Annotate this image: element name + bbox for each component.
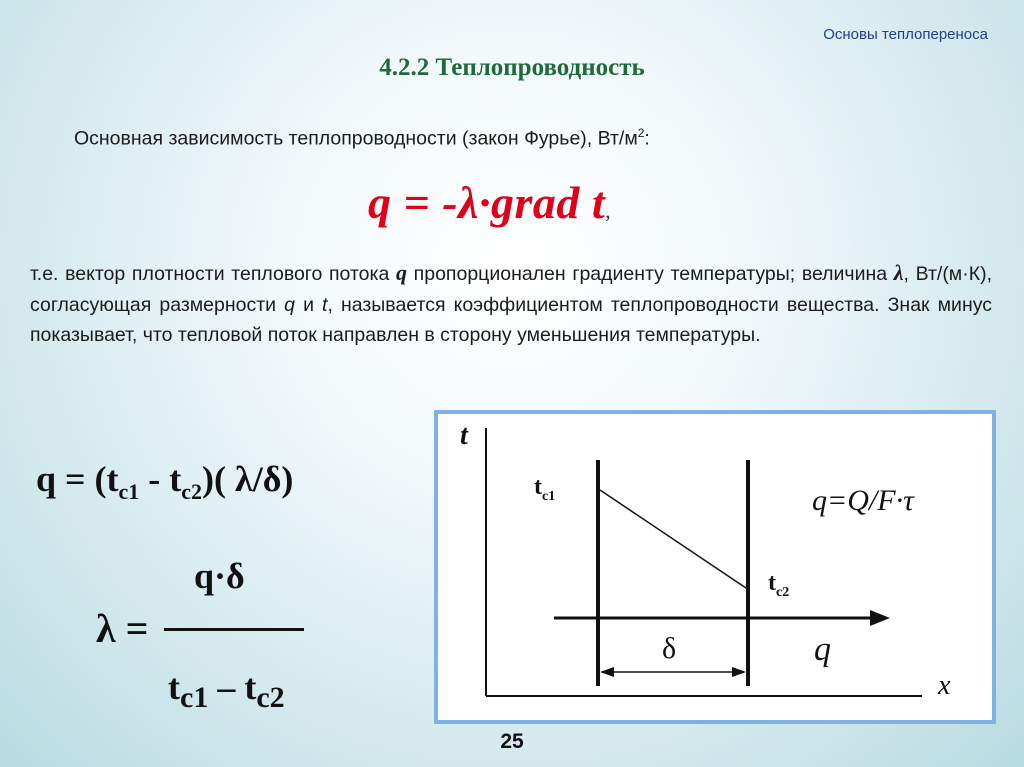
para-q-symbol: q <box>396 260 407 285</box>
axis-t-label: t <box>460 420 468 451</box>
para-part-3: , Вт/(м·К), согласующая размерности <box>30 263 992 317</box>
eq1-sub1: c1 <box>118 479 140 505</box>
lambda-numerator: q·δ <box>194 556 245 596</box>
wall-temperature-diagram <box>434 410 996 724</box>
den-sub2: c2 <box>256 681 285 715</box>
para-q2-symbol: q <box>284 294 295 317</box>
heat-flux-equation <box>36 458 293 505</box>
heat-flow-arrowhead <box>870 610 890 626</box>
flux-definition-formula: q=Q/F·τ <box>812 484 914 517</box>
header-subject: Основы теплопереноса <box>823 26 988 43</box>
para-part-1: т.е. вектор плотности теплового потока <box>30 263 396 285</box>
eq1-mid: - t <box>139 459 182 499</box>
intro-text <box>74 126 650 151</box>
delta-arrow-right <box>732 667 746 677</box>
slide-title: 4.2.2 Теплопроводность <box>379 54 645 81</box>
den-t1: t <box>168 667 180 707</box>
delta-label: δ <box>662 632 677 665</box>
intro-main: Основная зависимость теплопроводности (закон Фурье), Вт/м <box>74 127 638 150</box>
para-part-5: , называется коэффициентом теплопроводности вещества. Знак минус показывает, что тепловой поток направлен в сторону уменьшения температуры. <box>30 294 992 347</box>
page-number: 25 <box>500 730 524 753</box>
fraction-bar <box>164 628 304 631</box>
fourier-law-comma: , <box>605 198 612 223</box>
tc2-label: $t_{c2}$ <box>768 570 790 600</box>
diagram-svg <box>438 414 992 720</box>
explanation-paragraph <box>30 256 992 351</box>
tc1-label: $t_{c1}$ <box>534 474 556 504</box>
para-t-symbol: t <box>322 294 328 317</box>
intro-sup: 2 <box>637 126 645 140</box>
eq1-left: q = (t <box>36 459 119 499</box>
lambda-equation-lhs: λ = <box>96 606 149 651</box>
intro-tail: : <box>644 127 650 150</box>
fourier-law-formula <box>368 176 611 229</box>
para-lambda-symbol: λ <box>893 260 904 285</box>
delta-arrow-left <box>600 667 614 677</box>
eq1-right: )( λ/δ) <box>202 459 294 499</box>
para-part-4: и <box>295 294 323 317</box>
den-minus: – t <box>208 667 257 707</box>
den-sub1: c1 <box>180 681 209 715</box>
eq1-sub2: c2 <box>181 479 203 505</box>
lambda-denominator <box>168 666 285 715</box>
temperature-profile-line <box>600 490 746 588</box>
axis-x-label: x <box>938 670 951 701</box>
para-part-2: пропорционален градиенту температуры; величина <box>407 263 894 285</box>
fourier-law-expression: q = -λ·grad t <box>368 177 606 228</box>
q-flux-label: q <box>814 631 831 668</box>
